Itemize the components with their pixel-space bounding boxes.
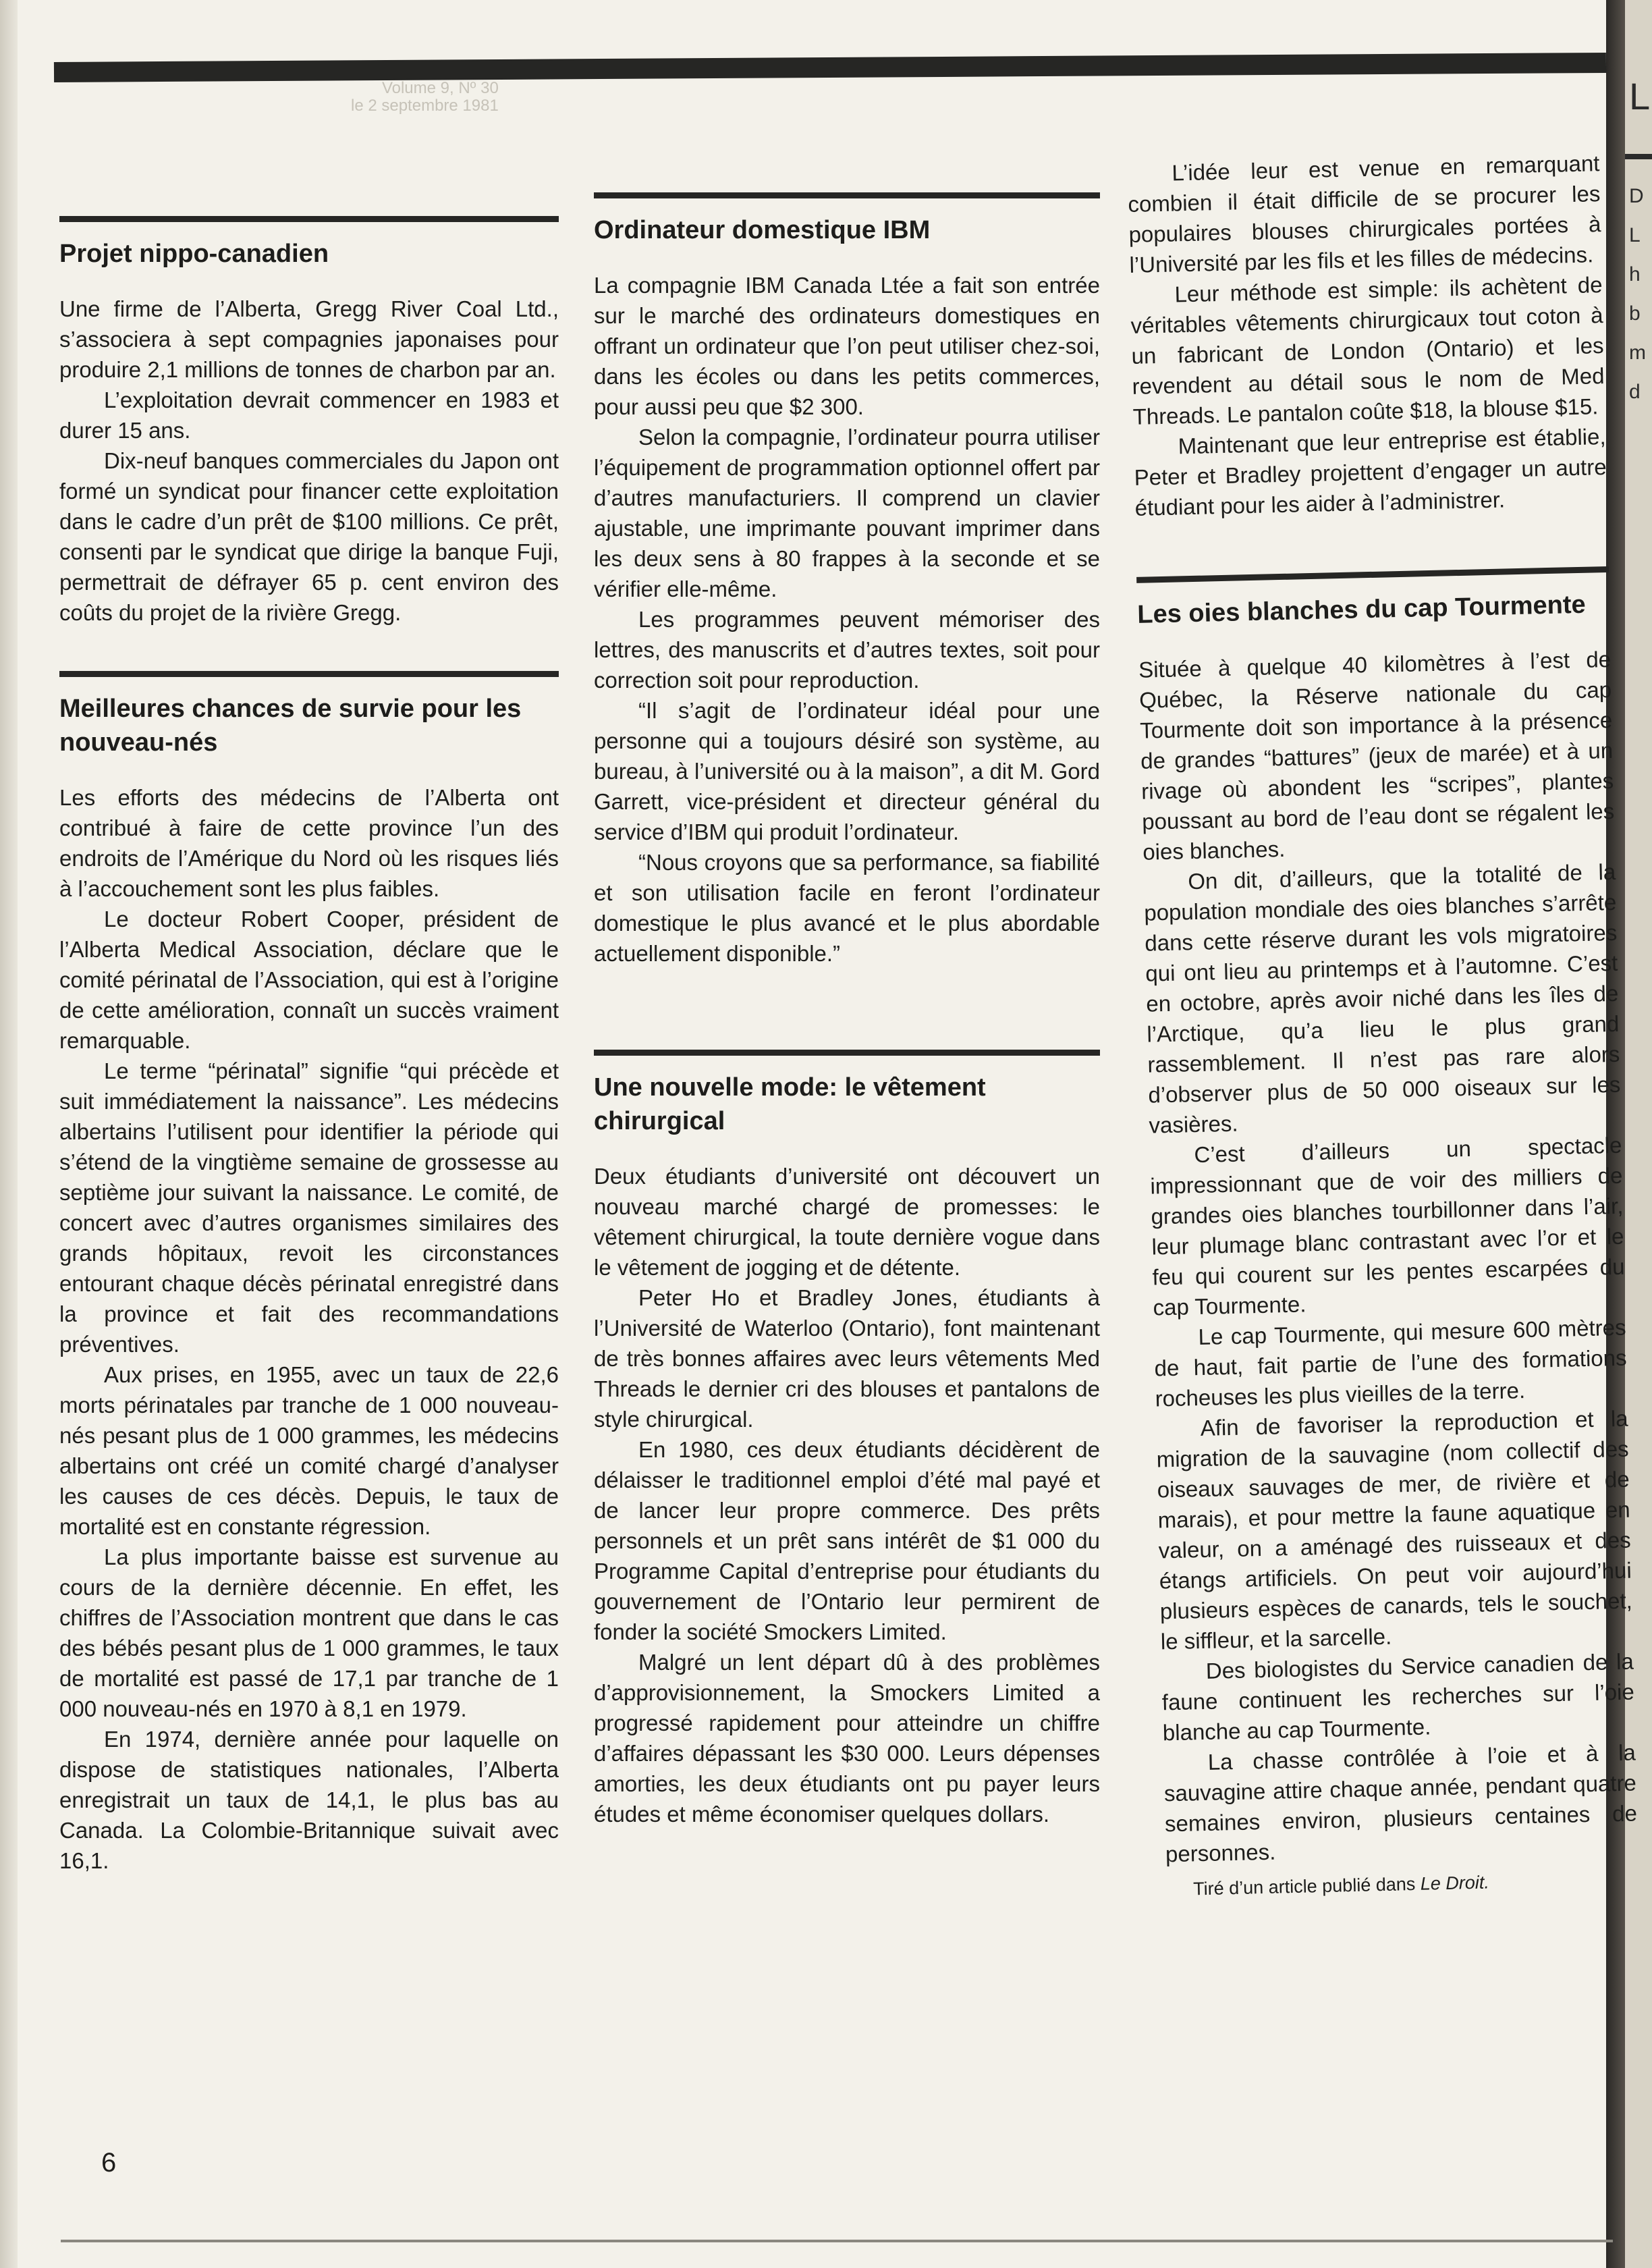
article-paragraph: Les programmes peuvent mémoriser des lettres, des manuscrits et d’autres textes, soit pour correction soit pour reproduction. <box>594 607 1100 693</box>
article-paragraph: Malgré un lent départ dû à des problèmes d’approvisionnement, la Smockers Limited a progressé rapidement pour atteindre un chiffre d’affaires dépassant les $30 000. Leurs dépenses amorties, les deux étudiants ont pu payer leurs études et même économiser quelques dollars. <box>594 1650 1100 1827</box>
section-rule <box>59 671 559 677</box>
article-paragraph: Afin de favoriser la reproduction et la migration de la sauvagine (nom collectif des oiseaux sauvages de mer, de rivière et de marais), et pour mettre la faune aquatique en valeur, on a aménagé des ruisseaux et des étangs artificiels. On peut voir aujourd’hui plusieurs espèces de canards, tels le souchet, le siffleur, et la sarcelle. <box>1156 1405 1633 1654</box>
article-paragraph: Deux étudiants d’université ont découvert un nouveau marché chargé de promesses: le vêtement chirurgical, la toute dernière vogue dans le vêtement de jogging et de détente. <box>594 1164 1100 1280</box>
article-paragraph: Selon la compagnie, l’ordinateur pourra utiliser l’équipement de programmation optionnel offert par d’autres manufacturiers. Il comprend un clavier ajustable, une imprimante pouvant imprimer dans les deux sens à 80 frappes à la seconde et se vérifier elle-même. <box>594 425 1100 601</box>
article-meilleures-chances <box>59 671 559 1876</box>
article-paragraph: “Il s’agit de l’ordinateur idéal pour une personne qui a toujours désiré son système, au bureau, à l’université ou à la maison”, a dit M. Gord Garrett, vice-président et directeur général du service d’IBM qui produit l’ordinateur. <box>594 698 1100 844</box>
article-title: Projet nippo-canadien <box>59 240 329 268</box>
article-paragraph: La plus importante baisse est survenue au cours de la dernière décennie. En effet, les chiffres de l’Association montrent que dans le cas des bébés pesant plus de 1 000 grammes, le taux de mortalité est passé de 17,1 par tranche de 1 000 nouveau-nés en 1970 à 8,1 en 1979. <box>59 1544 559 1721</box>
article-paragraph: C’est d’ailleurs un spectacle impressionnant que de voir des milliers de grandes oies blanches tourbillonner dans l’air, leur plumage blanc contrastant avec l’or et le feu qui courent sur les pentes escarpées du cap Tourmente. <box>1150 1132 1625 1320</box>
article-paragraph: Les efforts des médecins de l’Alberta ont contribué à faire de cette province l’un des endroits de l’Amérique du Nord où les risques liés à l’accouchement sont les plus faibles. <box>59 785 559 901</box>
article-title: Meilleures chances de survie pour les nouveau-nés <box>59 695 522 757</box>
article-vetement-suite <box>1127 148 1607 523</box>
article-paragraph: Le cap Tourmente, qui mesure 600 mètres de haut, fait partie de l’une des formations rocheuses les plus vieilles de la terre. <box>1154 1314 1627 1411</box>
column-1 <box>59 216 559 1876</box>
page-bottom-edge <box>61 2240 1613 2242</box>
adjacent-page-rule <box>1625 154 1652 159</box>
article-paragraph: L’exploitation devrait commencer en 1983 et durer 15 ans. <box>59 387 559 443</box>
page-edge <box>0 0 18 2268</box>
article-paragraph: Une firme de l’Alberta, Gregg River Coal Ltd., s’associera à sept compagnies japonaises pour produire 2,1 millions de tonnes de charbon par an. <box>59 296 559 382</box>
article-paragraph: Aux prises, en 1955, avec un taux de 22,6 morts périnatales par tranche de 1 000 nouveau-nés pesant plus de 1 000 grammes, les médecins albertains ont créé un comité chargé d’analyser les causes de ces décès. Depuis, le taux de mortalité est en constante régression. <box>59 1362 559 1539</box>
adjacent-page-letter: L <box>1629 75 1651 117</box>
section-rule <box>59 216 559 222</box>
article-paragraph: Des biologistes du Service canadien de la faune continuent les recherches sur l’oie blanche au cap Tourmente. <box>1161 1648 1635 1746</box>
article-paragraph: Située à quelque 40 kilomètres à l’est de Québec, la Réserve nationale du cap Tourmente doit son importance à la présence de grandes “battures” (jeux de marée) et à un rivage où abondent les “scripes”, plantes poussant au bord de l’eau dont se régalent les oies blanches. <box>1138 646 1615 865</box>
article-title: Ordinateur domestique IBM <box>594 216 931 244</box>
article-oies-blanches <box>1136 566 1639 1903</box>
column-3 <box>1127 148 1639 1903</box>
article-paragraph: Le terme “périnatal” signifie “qui précède et suit immédiatement la naissance”. Les médecins albertains l’utilisent pour identifier la période qui s’étend de la vingtième semaine de grossesse au septième jour suivant la naissance. Le comité, de concert avec d’autres organismes similaires des grands hôpitaux, revoit les circonstances entourant chaque décès périnatal enregistré dans la province et fait des recommandations préventives. <box>59 1058 559 1357</box>
article-paragraph: “Nous croyons que sa performance, sa fiabilité et son utilisation facile en feront l’ordinateur domestique le plus avancé et le plus abordable actuellement disponible.” <box>594 850 1100 966</box>
article-paragraph: Peter Ho et Bradley Jones, étudiants à l’Université de Waterloo (Ontario), font maintenant de très bonnes affaires avec leurs vêtements Med Threads le dernier cri des blouses et pantalons de style chirurgical. <box>594 1285 1100 1432</box>
header-rule <box>54 53 1606 82</box>
section-rule <box>594 1050 1100 1056</box>
article-paragraph: Maintenant que leur entreprise est établie, Peter et Bradley projettent d’engager un autre étudiant pour les aider à l’administrer. <box>1134 424 1607 520</box>
credit-source: Le Droit. <box>1420 1872 1490 1894</box>
section-rule <box>594 192 1100 198</box>
article-paragraph: L’idée leur est venue en remarquant combien il était difficile de se procurer les populaires blouses chirurgicales portées à l’Université par les fils et les filles de médecins. <box>1128 151 1601 277</box>
article-paragraph: En 1974, dernière année pour laquelle on dispose de statistiques nationales, l’Alberta enregistrait un taux de 14,1, le plus bas au Canada. La Colombie-Britannique suivait avec 16,1. <box>59 1727 559 1873</box>
article-vetement-chirurgical <box>594 1050 1100 1829</box>
adjacent-page-text: D L h b m d <box>1629 185 1646 403</box>
article-title: Une nouvelle mode: le vêtement chirurgical <box>594 1073 986 1135</box>
article-paragraph: Leur méthode est simple: ils achètent de véritables vêtements chirurgicaux tout coton à un fabricant de London (Ontario) et les revendent au détail sous le nom de Med Threads. Le pantalon coûte $18, la blouse $15. <box>1130 272 1605 429</box>
page-number: 6 <box>101 2148 117 2178</box>
article-credit: Tiré d’un article publié dans Le Droit. <box>1192 1872 1490 1899</box>
article-paragraph: Le docteur Robert Cooper, président de l’Alberta Medical Association, déclare que le comité périnatal de l’Association, qui est à l’origine de cette amélioration, connaît un succès vraiment remarquable. <box>59 907 559 1053</box>
article-ordinateur-ibm <box>594 192 1100 969</box>
article-paragraph: La compagnie IBM Canada Ltée a fait son entrée sur le marché des ordinateurs domestiques en offrant un ordinateur que l’on peut utiliser chez-soi, dans les écoles ou dans les petits commerces, pour aussi peu que $2 300. <box>594 273 1100 419</box>
article-paragraph: La chasse contrôlée à l’oie et à la sauvagine attire chaque année, pendant quatre semaines environ, plusieurs centaines de personnes. <box>1163 1739 1638 1867</box>
article-projet-nippo-canadien <box>59 216 559 628</box>
article-paragraph: En 1980, ces deux étudiants décidèrent de délaisser le traditionnel emploi d’été mal payé et de lancer leur propre commerce. Des prêts personnels et un prêt sans intérêt de $1 000 du Programme Capital d’entreprise pour étudiants du gouvernement de l’Ontario leur permirent de fonder la société Smockers Limited. <box>594 1437 1100 1644</box>
show-through-text: Volume 9, Nº 30 le 2 septembre 1981 <box>351 79 499 115</box>
article-paragraph: On dit, d’ailleurs, que la totalité de la population mondiale des oies blanches s’arrête dans cette réserve durant les vols migratoires qui ont lieu au printemps et à l’automne. C’est en octobre, après avoir niché dans les îles de l’Arctique, qu’a lieu le plus grand rassemblement. Il n’est pas rare alors d’observer plus de 50 000 oiseaux sur les vasières. <box>1143 859 1621 1138</box>
column-2 <box>594 192 1100 1829</box>
article-paragraph: Dix-neuf banques commerciales du Japon ont formé un syndicat pour financer cette exploitation dans le cadre d’un prêt de $100 millions. Ce prêt, consenti par le syndicat que dirige la banque Fuji, permettrait de défrayer 65 p. cent environ des coûts du projet de la rivière Gregg. <box>59 448 559 625</box>
article-title: Les oies blanches du cap Tourmente <box>1136 590 1587 629</box>
